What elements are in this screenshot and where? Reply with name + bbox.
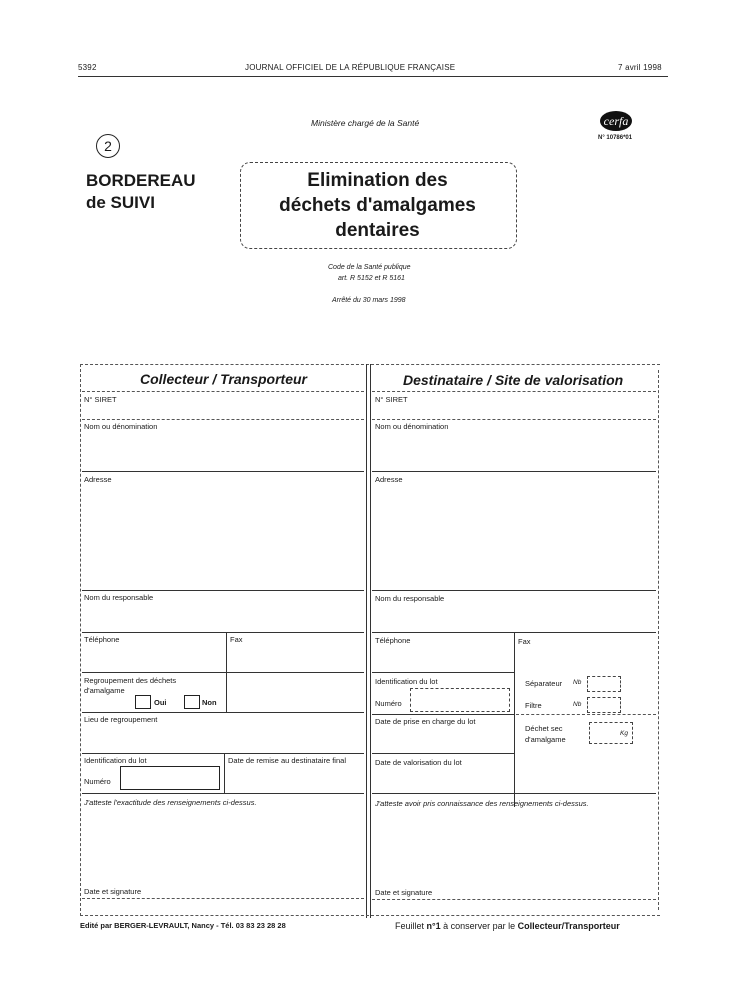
right-fax-label: Fax bbox=[518, 637, 531, 646]
left-row-rule bbox=[82, 419, 364, 420]
right-row-rule bbox=[372, 471, 656, 472]
right-cell-divider bbox=[514, 672, 515, 807]
left-numero-label: Numéro bbox=[84, 777, 111, 786]
ref-articles: art. R 5152 et R 5161 bbox=[338, 275, 405, 282]
non-label: Non bbox=[202, 698, 217, 707]
right-title-rule bbox=[372, 391, 656, 392]
left-nom-field[interactable] bbox=[84, 432, 364, 468]
right-date-valorisation-label: Date de valorisation du lot bbox=[375, 758, 462, 767]
right-row-rule bbox=[372, 590, 656, 591]
title-line1: Elimination des bbox=[307, 170, 448, 191]
column-divider-b bbox=[370, 364, 371, 918]
filtre-nb-label: Nb bbox=[573, 701, 582, 708]
left-numero-field[interactable] bbox=[120, 766, 220, 790]
right-nom-label: Nom ou dénomination bbox=[375, 422, 449, 431]
right-section-title: Destinataire / Site de valorisation bbox=[403, 372, 624, 388]
left-responsable-field[interactable] bbox=[84, 603, 364, 629]
right-ident-lot-label: Identification du lot bbox=[375, 677, 438, 686]
left-fax-label: Fax bbox=[230, 635, 243, 644]
right-adresse-field[interactable] bbox=[375, 485, 655, 585]
ministry: Ministère chargé de la Santé bbox=[311, 118, 420, 128]
right-numero-label: Numéro bbox=[375, 699, 402, 708]
editor-credit: Edité par BERGER-LEVRAULT, Nancy - Tél. 03 83 23 28 28 bbox=[80, 921, 286, 930]
right-row-rule bbox=[372, 899, 656, 900]
oui-label: Oui bbox=[154, 698, 167, 707]
right-responsable-label: Nom du responsable bbox=[375, 594, 445, 603]
left-adresse-label: Adresse bbox=[84, 475, 112, 484]
right-row-rule bbox=[372, 753, 514, 754]
left-adresse-field[interactable] bbox=[84, 485, 364, 585]
right-adresse-label: Adresse bbox=[375, 475, 403, 484]
right-nom-field[interactable] bbox=[375, 432, 655, 468]
left-row-rule bbox=[82, 898, 364, 899]
form-right-border bbox=[658, 370, 659, 910]
left-row-rule bbox=[82, 753, 364, 754]
journal-date: 7 avril 1998 bbox=[618, 63, 662, 72]
left-atteste: J'atteste l'exactitude des renseignements ci-dessus. bbox=[84, 798, 257, 807]
right-row-rule bbox=[372, 793, 656, 794]
left-cell-divider bbox=[224, 753, 225, 793]
right-row-rule bbox=[372, 672, 514, 673]
left-date-signature-label: Date et signature bbox=[84, 887, 142, 896]
left-fax-field[interactable] bbox=[230, 645, 362, 669]
left-telephone-label: Téléphone bbox=[84, 635, 120, 644]
right-date-prise-label: Date de prise en charge du lot bbox=[375, 717, 476, 726]
left-lieu-label: Lieu de regroupement bbox=[84, 715, 158, 724]
left-signature-field[interactable] bbox=[84, 810, 364, 900]
kg-unit: Kg bbox=[620, 730, 628, 737]
right-row-rule bbox=[516, 714, 656, 715]
cerfa-logo: cerfa bbox=[600, 111, 632, 131]
right-cell-divider bbox=[514, 632, 515, 672]
dechet-sec-label-1: Déchet sec bbox=[525, 724, 563, 733]
title-line2: déchets d'amalgames bbox=[279, 195, 476, 216]
right-telephone-label: Téléphone bbox=[375, 636, 411, 645]
left-ident-lot-label: Identification du lot bbox=[84, 756, 147, 765]
column-divider-a bbox=[366, 364, 367, 918]
feuillet-mark: 2 bbox=[96, 134, 120, 158]
right-atteste: J'atteste avoir pris connaissance des renseignements ci-dessus. bbox=[375, 799, 589, 808]
feuillet-mid: à conserver par le bbox=[440, 921, 518, 931]
left-lieu-field[interactable] bbox=[84, 725, 364, 750]
left-row-rule bbox=[82, 712, 364, 713]
right-date-prise-field[interactable] bbox=[375, 727, 511, 751]
left-row-rule bbox=[82, 793, 364, 794]
document-title bbox=[240, 168, 515, 243]
right-date-valorisation-field[interactable] bbox=[375, 768, 511, 792]
left-responsable-label: Nom du responsable bbox=[84, 593, 154, 602]
left-siret-label: N° SIRET bbox=[84, 395, 117, 404]
oui-checkbox[interactable] bbox=[135, 695, 151, 709]
right-signature-field[interactable] bbox=[375, 810, 655, 900]
journal-title: JOURNAL OFFICIEL DE LA RÉPUBLIQUE FRANÇAISE bbox=[245, 63, 456, 72]
ref-arrete: Arrêté du 30 mars 1998 bbox=[332, 297, 406, 304]
left-section-title: Collecteur / Transporteur bbox=[140, 371, 308, 387]
page-number: 5392 bbox=[78, 63, 97, 72]
left-telephone-field[interactable] bbox=[84, 645, 224, 669]
left-nom-label: Nom ou dénomination bbox=[84, 422, 158, 431]
right-date-signature-label: Date et signature bbox=[375, 888, 433, 897]
left-siret-field[interactable] bbox=[84, 405, 366, 419]
right-responsable-field[interactable] bbox=[375, 604, 655, 630]
separateur-nb-field[interactable] bbox=[587, 676, 621, 692]
right-row-rule bbox=[372, 419, 656, 420]
right-telephone-field[interactable] bbox=[375, 646, 511, 670]
left-date-remise-field[interactable] bbox=[228, 766, 362, 790]
header-rule bbox=[78, 76, 668, 77]
left-row-rule bbox=[82, 471, 364, 472]
right-siret-label: N° SIRET bbox=[375, 395, 408, 404]
bordereau-line2: de SUIVI bbox=[86, 193, 155, 212]
right-numero-field[interactable] bbox=[410, 688, 510, 712]
feuillet-note bbox=[395, 921, 620, 931]
non-checkbox[interactable] bbox=[184, 695, 200, 709]
bordereau-line1: BORDEREAU bbox=[86, 171, 196, 190]
title-line3: dentaires bbox=[335, 220, 420, 241]
cerfa-number: N° 10786*01 bbox=[598, 135, 633, 141]
filtre-label: Filtre bbox=[525, 701, 542, 710]
left-regroupement-label-2: d'amalgame bbox=[84, 686, 125, 695]
left-row-rule bbox=[82, 590, 364, 591]
right-fax-field[interactable] bbox=[518, 647, 654, 669]
feuillet-num: n°1 bbox=[426, 921, 441, 931]
feuillet-end: Collecteur/Transporteur bbox=[517, 921, 620, 931]
left-date-remise-label: Date de remise au destinataire final bbox=[228, 756, 346, 765]
left-row-rule bbox=[82, 672, 364, 673]
left-regroupement-label-1: Regroupement des déchets bbox=[84, 676, 177, 685]
separateur-label: Séparateur bbox=[525, 679, 563, 688]
form-left-border bbox=[80, 364, 81, 916]
form-bottom-border bbox=[80, 915, 660, 916]
separateur-nb-label: Nb bbox=[573, 679, 582, 686]
dechet-sec-label-2: d'amalgame bbox=[525, 735, 566, 744]
ref-code: Code de la Santé publique bbox=[328, 264, 411, 271]
right-siret-field[interactable] bbox=[375, 405, 655, 417]
right-row-rule bbox=[372, 714, 514, 715]
filtre-nb-field[interactable] bbox=[587, 697, 621, 713]
left-row-rule bbox=[82, 632, 364, 633]
left-title-rule bbox=[82, 391, 364, 392]
feuillet-pre: Feuillet bbox=[395, 921, 427, 931]
